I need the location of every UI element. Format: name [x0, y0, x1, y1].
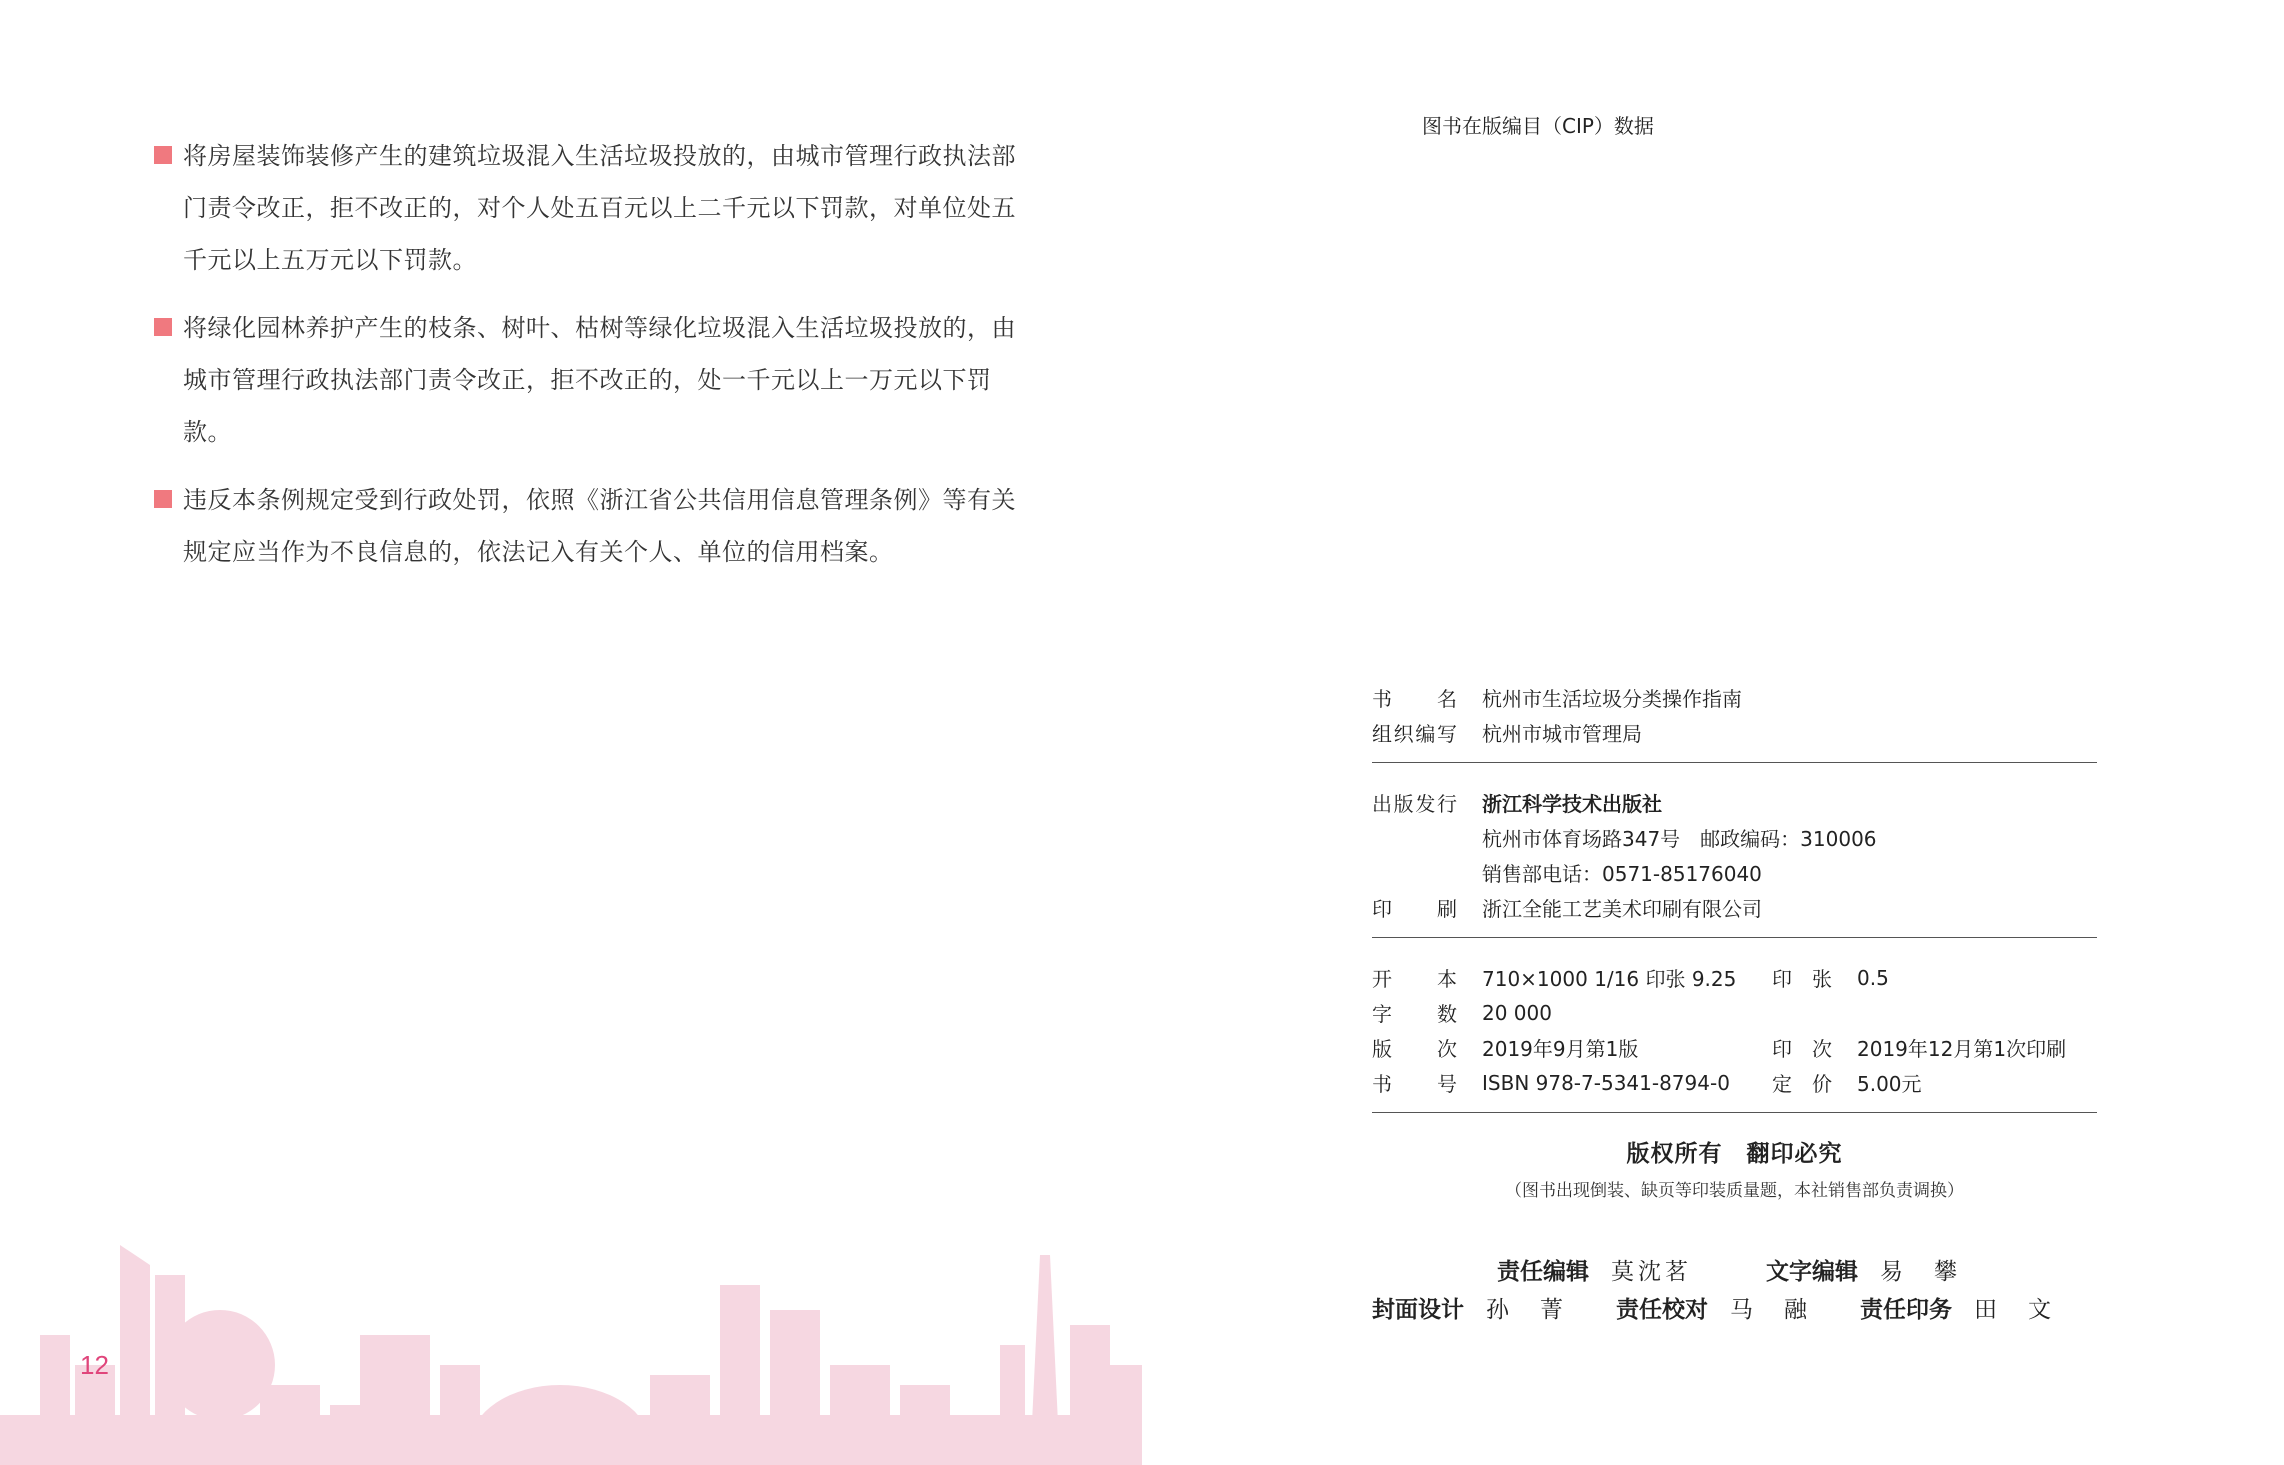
format-row — [1372, 960, 2097, 995]
proof-name: 马 融 — [1730, 1296, 1811, 1323]
bullet-list — [150, 130, 1030, 594]
city-skyline-illustration — [0, 1215, 1142, 1465]
cover-name: 孙 菁 — [1486, 1296, 1567, 1323]
credit-row — [1372, 1250, 2132, 1288]
address-row — [1372, 820, 2097, 855]
text-editor-label: 文字编辑 — [1766, 1258, 1858, 1285]
cip-title: 图书在版编目（CIP）数据 — [1422, 114, 1654, 138]
words-label: 字 数 — [1372, 1002, 1457, 1026]
proof-label: 责任校对 — [1616, 1296, 1708, 1323]
bullet-text: 将绿化园林养护产生的枝条、树叶、枯树等绿化垃圾混入生活垃圾投放的，由城市管理行政执法部门责令改正，拒不改正的，处一千元以上一万元以下罚款。 — [183, 314, 1016, 446]
copyright-info — [1372, 680, 2097, 1201]
printing-label: 印 次 — [1772, 1037, 1832, 1061]
bullet-item — [150, 302, 1030, 458]
price-label: 定 价 — [1772, 1072, 1832, 1096]
isbn-label: 书 号 — [1372, 1072, 1457, 1096]
compiler-row — [1372, 715, 2097, 750]
publisher: 浙江科学技术出版社 — [1482, 792, 1662, 816]
divider — [1372, 762, 2097, 763]
book-name-row — [1372, 680, 2097, 715]
divider — [1372, 937, 2097, 938]
printer-row — [1372, 890, 2097, 925]
edition-row — [1372, 1030, 2097, 1065]
print-name: 田 文 — [1974, 1296, 2055, 1323]
bullet-text: 违反本条例规定受到行政处罚，依照《浙江省公共信用信息管理条例》等有关规定应当作为不良信息的，依法记入有关个人、单位的信用档案。 — [183, 486, 1016, 566]
bullet-square-icon — [154, 490, 172, 508]
phone: 销售部电话：0571-85176040 — [1482, 862, 1762, 886]
cover-label: 封面设计 — [1372, 1296, 1464, 1323]
credits — [1372, 1250, 2132, 1326]
bullet-item — [150, 130, 1030, 286]
copyright-notice — [1372, 1135, 2097, 1201]
editor-label: 责任编辑 — [1497, 1258, 1589, 1285]
bullet-item — [150, 474, 1030, 578]
bullet-text: 将房屋装饰装修产生的建筑垃圾混入生活垃圾投放的，由城市管理行政执法部门责令改正，拒不改正的，对个人处五百元以上二千元以下罚款，对单位处五千元以上五万元以下罚款。 — [183, 142, 1016, 274]
editor-name: 莫沈茗 — [1611, 1258, 1692, 1285]
isbn: ISBN 978-7-5341-8794-0 — [1482, 1070, 1730, 1095]
sheets: 0.5 — [1857, 965, 1889, 990]
printer: 浙江全能工艺美术印刷有限公司 — [1482, 897, 1762, 921]
copyright-sub: （图书出现倒装、缺页等印装质量题，本社销售部负责调换） — [1505, 1181, 1964, 1201]
format-label: 开 本 — [1372, 967, 1457, 991]
printer-label: 印 刷 — [1372, 897, 1457, 921]
price: 5.00元 — [1857, 1072, 1922, 1096]
page-number: 12 — [80, 1350, 109, 1380]
publisher-row — [1372, 785, 2097, 820]
credit-row — [1372, 1288, 2132, 1326]
right-page — [1142, 0, 2284, 1465]
copyright-main: 版权所有 翻印必究 — [1626, 1141, 1843, 1167]
words-row — [1372, 995, 2097, 1030]
divider — [1372, 1112, 2097, 1113]
publisher-label: 出版发行 — [1372, 792, 1457, 816]
words: 20 000 — [1482, 1000, 1552, 1025]
isbn-row — [1372, 1065, 2097, 1100]
format: 710×1000 1/16 印张 9.25 — [1482, 967, 1737, 991]
phone-row — [1372, 855, 2097, 890]
edition-label: 版 次 — [1372, 1037, 1457, 1061]
book-name-label: 书 名 — [1372, 687, 1457, 711]
edition: 2019年9月第1版 — [1482, 1037, 1639, 1061]
address: 杭州市体育场路347号 邮政编码：310006 — [1482, 827, 1877, 851]
compiler-label: 组织编写 — [1372, 722, 1457, 746]
print-label: 责任印务 — [1860, 1296, 1952, 1323]
text-editor-name: 易 攀 — [1880, 1258, 1961, 1285]
book-name: 杭州市生活垃圾分类操作指南 — [1482, 687, 1742, 711]
sheets-label: 印 张 — [1772, 967, 1832, 991]
bullet-square-icon — [154, 318, 172, 336]
printing: 2019年12月第1次印刷 — [1857, 1037, 2067, 1061]
bullet-square-icon — [154, 146, 172, 164]
compiler: 杭州市城市管理局 — [1482, 722, 1642, 746]
